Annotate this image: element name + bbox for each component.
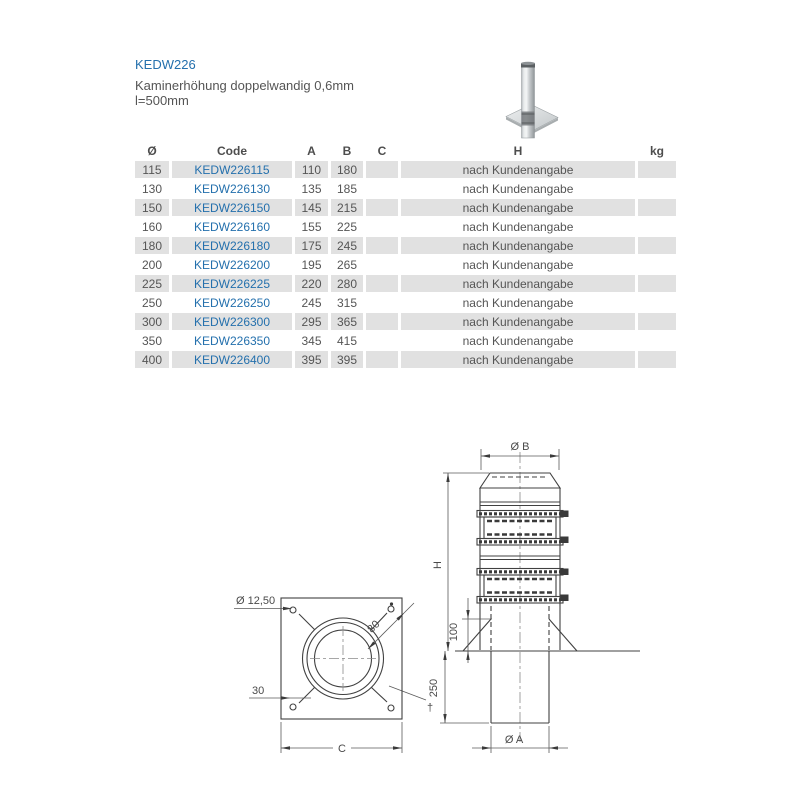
corner-hole [290, 607, 296, 613]
dim-a-cell: 155 [295, 218, 328, 235]
col-header-h: H [513, 143, 523, 158]
corner-hole [388, 606, 394, 612]
dim-a-cell: 145 [295, 199, 328, 216]
dim-h-cell: nach Kundenangabe [401, 256, 635, 273]
diameter-cell: 180 [135, 237, 169, 254]
dim-a-cell: 345 [295, 332, 328, 349]
dim-label-hole-diameter: Ø 12,50 [236, 595, 276, 607]
product-code-link[interactable]: KEDW226225 [193, 276, 271, 291]
clamp-bolt [561, 537, 569, 544]
diameter-cell: 225 [135, 275, 169, 292]
col-header-code: Code [217, 143, 247, 158]
dim-a-cell: 195 [295, 256, 328, 273]
weld-mark: † [427, 702, 434, 714]
dim-label-diameter-a: Ø A [504, 734, 524, 746]
dim-a-cell: 110 [295, 161, 328, 178]
dim-h-cell: nach Kundenangabe [401, 218, 635, 235]
front-view-drawing [389, 441, 640, 753]
dim-a-cell: 395 [295, 351, 328, 368]
gusset-left [463, 619, 491, 651]
corner-hole [290, 704, 296, 710]
dim-a-cell: 220 [295, 275, 328, 292]
product-code-link[interactable]: KEDW226200 [193, 257, 271, 272]
dim-h-cell: nach Kundenangabe [401, 199, 635, 216]
gusset-right [549, 619, 577, 651]
dim-b-cell: 395 [331, 351, 363, 368]
diameter-cell: 115 [135, 161, 169, 178]
dim-label-height: H [432, 561, 444, 569]
diameter-cell: 350 [135, 332, 169, 349]
dim-label-30: 30 [252, 685, 265, 697]
dim-b-cell: 280 [331, 275, 363, 292]
product-code-link[interactable]: KEDW226150 [193, 200, 271, 215]
dim-h-cell: nach Kundenangabe [401, 161, 635, 178]
dim-b-cell: 365 [331, 313, 363, 330]
dim-h-cell: nach Kundenangabe [401, 237, 635, 254]
top-view-drawing [234, 595, 414, 755]
dim-h-cell: nach Kundenangabe [401, 332, 635, 349]
dim-b-cell: 415 [331, 332, 363, 349]
dim-a-cell: 245 [295, 294, 328, 311]
dim-b-cell: 180 [331, 161, 363, 178]
product-description-line1: Kaminerhöhung doppelwandig 0,6mm [135, 78, 354, 93]
diameter-cell: 160 [135, 218, 169, 235]
product-code-link[interactable]: KEDW226180 [193, 238, 271, 253]
col-header-diameter: Ø [147, 143, 157, 158]
dim-h-cell: nach Kundenangabe [401, 180, 635, 197]
col-header-kg: kg [649, 143, 664, 158]
dim-h-cell: nach Kundenangabe [401, 313, 635, 330]
col-header-b: B [342, 143, 352, 158]
dim-label-80: 80 [365, 618, 383, 636]
dim-b-cell: 315 [331, 294, 363, 311]
clamp-bolt [561, 569, 569, 576]
dim-b-cell: 225 [331, 218, 363, 235]
dim-label-c: C [338, 743, 346, 755]
col-header-a: A [307, 143, 316, 158]
product-code-link[interactable]: KEDW226250 [193, 295, 271, 310]
product-code-title: KEDW226 [135, 57, 196, 72]
col-header-c: C [377, 143, 387, 158]
dim-h-cell: nach Kundenangabe [401, 275, 635, 292]
diameter-cell: 250 [135, 294, 169, 311]
dim-a-cell: 175 [295, 237, 328, 254]
product-code-link[interactable]: KEDW226350 [193, 333, 271, 348]
clamp-bolt [561, 595, 569, 602]
product-code-link[interactable]: KEDW226130 [193, 181, 271, 196]
dim-label-diameter-b: Ø B [510, 441, 530, 453]
dim-b-cell: 215 [331, 199, 363, 216]
dim-a-cell: 295 [295, 313, 328, 330]
diameter-cell: 130 [135, 180, 169, 197]
product-description-line2: l=500mm [135, 93, 189, 108]
dim-h-cell: nach Kundenangabe [401, 351, 635, 368]
dim-b-cell: 265 [331, 256, 363, 273]
product-code-link[interactable]: KEDW226400 [193, 352, 271, 367]
dim-b-cell: 245 [331, 237, 363, 254]
diameter-cell: 150 [135, 199, 169, 216]
dim-label-250: 250 [428, 678, 440, 698]
dim-b-cell: 185 [331, 180, 363, 197]
dim-h-cell: nach Kundenangabe [401, 294, 635, 311]
corner-hole [388, 705, 394, 711]
product-code-link[interactable]: KEDW226300 [193, 314, 271, 329]
diameter-cell: 400 [135, 351, 169, 368]
diameter-cell: 200 [135, 256, 169, 273]
dim-label-100: 100 [448, 622, 460, 642]
diameter-cell: 300 [135, 313, 169, 330]
product-code-link[interactable]: KEDW226115 [194, 162, 270, 177]
clamp-bolt [561, 511, 569, 518]
dim-a-cell: 135 [295, 180, 328, 197]
product-code-link[interactable]: KEDW226160 [193, 219, 271, 234]
